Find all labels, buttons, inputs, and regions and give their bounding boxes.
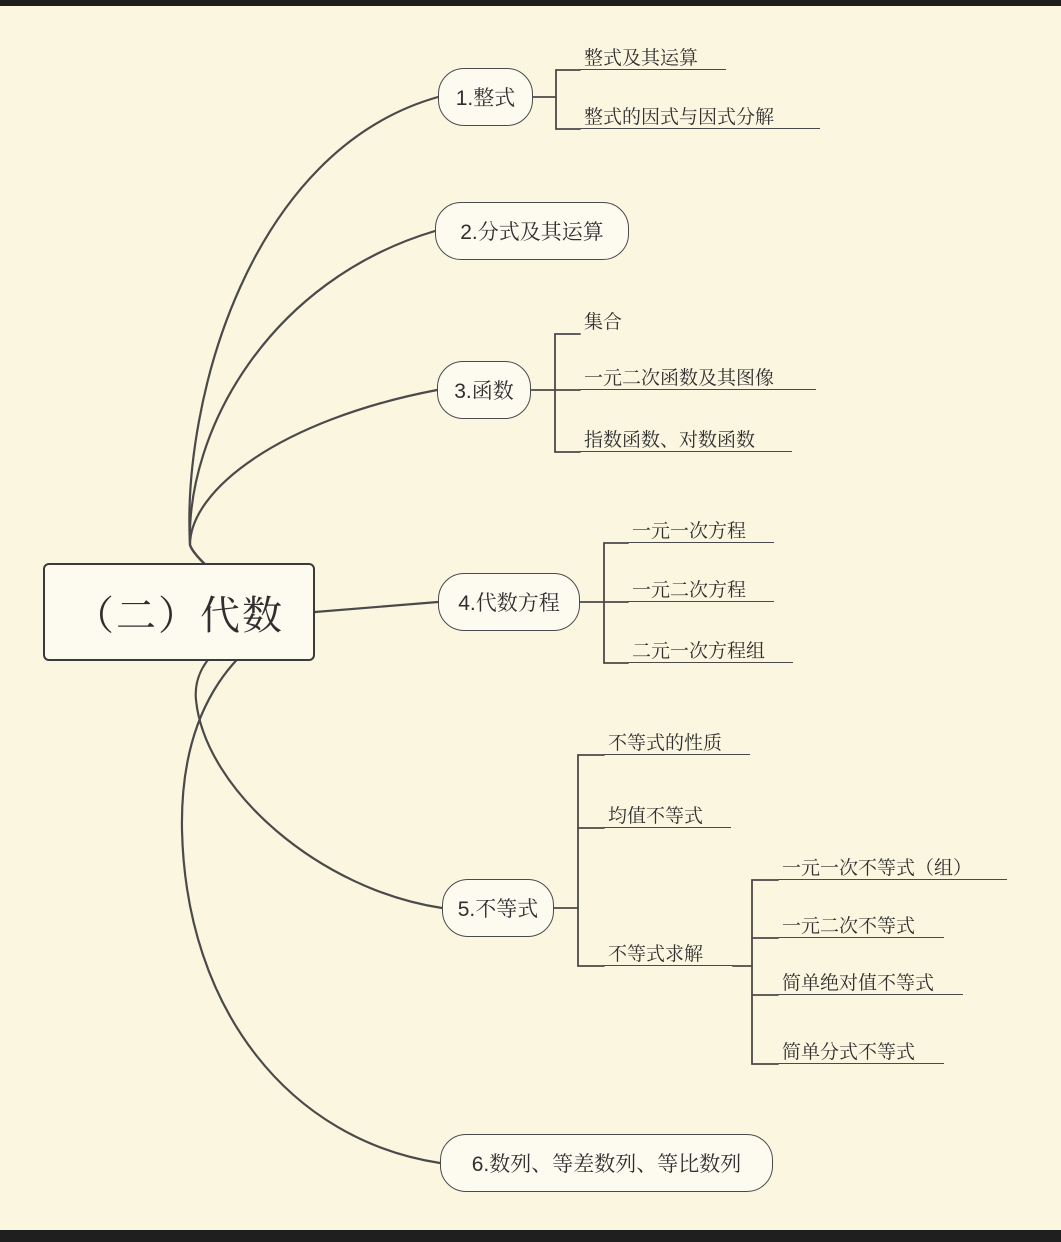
leaf-label: 简单绝对值不等式 (782, 972, 935, 994)
leaf-label: 不等式的性质 (608, 732, 723, 754)
branch-node-1[interactable] (438, 68, 533, 126)
branch-node-2-label: 2.分式及其运算 (460, 221, 604, 244)
leaf-node-yiyuan-erci-fangcheng[interactable] (628, 574, 774, 602)
leaf-label: 一元一次方程 (632, 520, 747, 542)
leaf-underline (580, 128, 820, 129)
root-node-label: （二）代数 (74, 593, 284, 638)
leaf-label: 指数函数、对数函数 (584, 429, 756, 451)
leaf-label: 整式及其运算 (584, 47, 699, 69)
leaf-label: 简单分式不等式 (782, 1041, 916, 1063)
branch-node-6[interactable] (440, 1134, 773, 1192)
leaf-node-yiyuan-yici-budengshi[interactable] (778, 852, 1007, 880)
leaf-node-yiyuan-yici-fangcheng[interactable] (628, 515, 774, 543)
leaf-underline (580, 451, 792, 452)
leaf-underline (604, 827, 731, 828)
leaf-node-erci-hanshu[interactable] (580, 362, 816, 390)
top-border-band (0, 0, 1061, 6)
leaf-underline (628, 542, 774, 543)
leaf-underline (580, 69, 726, 70)
leaf-node-fenshi-budengshi[interactable] (778, 1036, 944, 1064)
branch-node-6-label: 6.数列、等差数列、等比数列 (471, 1153, 742, 1176)
leaf-node-zhishu-duishu[interactable] (580, 424, 792, 452)
leaf-label: 一元一次不等式（组） (782, 857, 973, 879)
branch-node-2[interactable] (435, 202, 629, 260)
branch-node-3-label: 3.函数 (454, 380, 514, 403)
leaf-node-juedui-zhi-budengshi[interactable] (778, 967, 963, 995)
branch-node-3[interactable] (437, 361, 531, 419)
leaf-underline (628, 662, 793, 663)
leaf-underline (580, 389, 816, 390)
leaf-underline (778, 994, 963, 995)
leaf-underline (778, 1063, 944, 1064)
leaf-node-eryuan-yici-fangchengzu[interactable] (628, 635, 793, 663)
leaf-label: 整式的因式与因式分解 (584, 106, 775, 128)
leaf-underline (604, 965, 733, 966)
leaf-node-yinshi-fenjie[interactable] (580, 101, 820, 129)
bottom-border-band (0, 1230, 1061, 1242)
leaf-label: 一元二次不等式 (782, 915, 916, 937)
branch-node-4-label: 4.代数方程 (458, 592, 560, 615)
leaf-underline (604, 754, 750, 755)
leaf-underline (778, 937, 944, 938)
leaf-node-budengshi-qiujie[interactable] (604, 938, 733, 966)
leaf-node-budengshi-xingzhi[interactable] (604, 727, 750, 755)
leaf-label: 二元一次方程组 (632, 640, 766, 662)
leaf-label: 均值不等式 (608, 805, 704, 827)
leaf-label: 不等式求解 (608, 943, 704, 965)
branch-node-5-label: 5.不等式 (457, 898, 539, 921)
root-node[interactable] (43, 563, 315, 661)
leaf-label: 一元二次方程 (632, 579, 747, 601)
leaf-underline (778, 879, 1007, 880)
leaf-label: 集合 (584, 311, 623, 333)
leaf-label: 一元二次函数及其图像 (584, 367, 775, 389)
branch-node-5[interactable] (442, 879, 554, 937)
leaf-node-yiyuan-erci-budengshi[interactable] (778, 910, 944, 938)
leaf-node-jihe[interactable] (580, 306, 640, 334)
leaf-node-zhengshi-yunsuan[interactable] (580, 42, 726, 70)
leaf-node-junzhi-budengshi[interactable] (604, 800, 731, 828)
branch-node-4[interactable] (438, 573, 580, 631)
branch-node-1-label: 1.整式 (455, 87, 516, 110)
leaf-underline (628, 601, 774, 602)
